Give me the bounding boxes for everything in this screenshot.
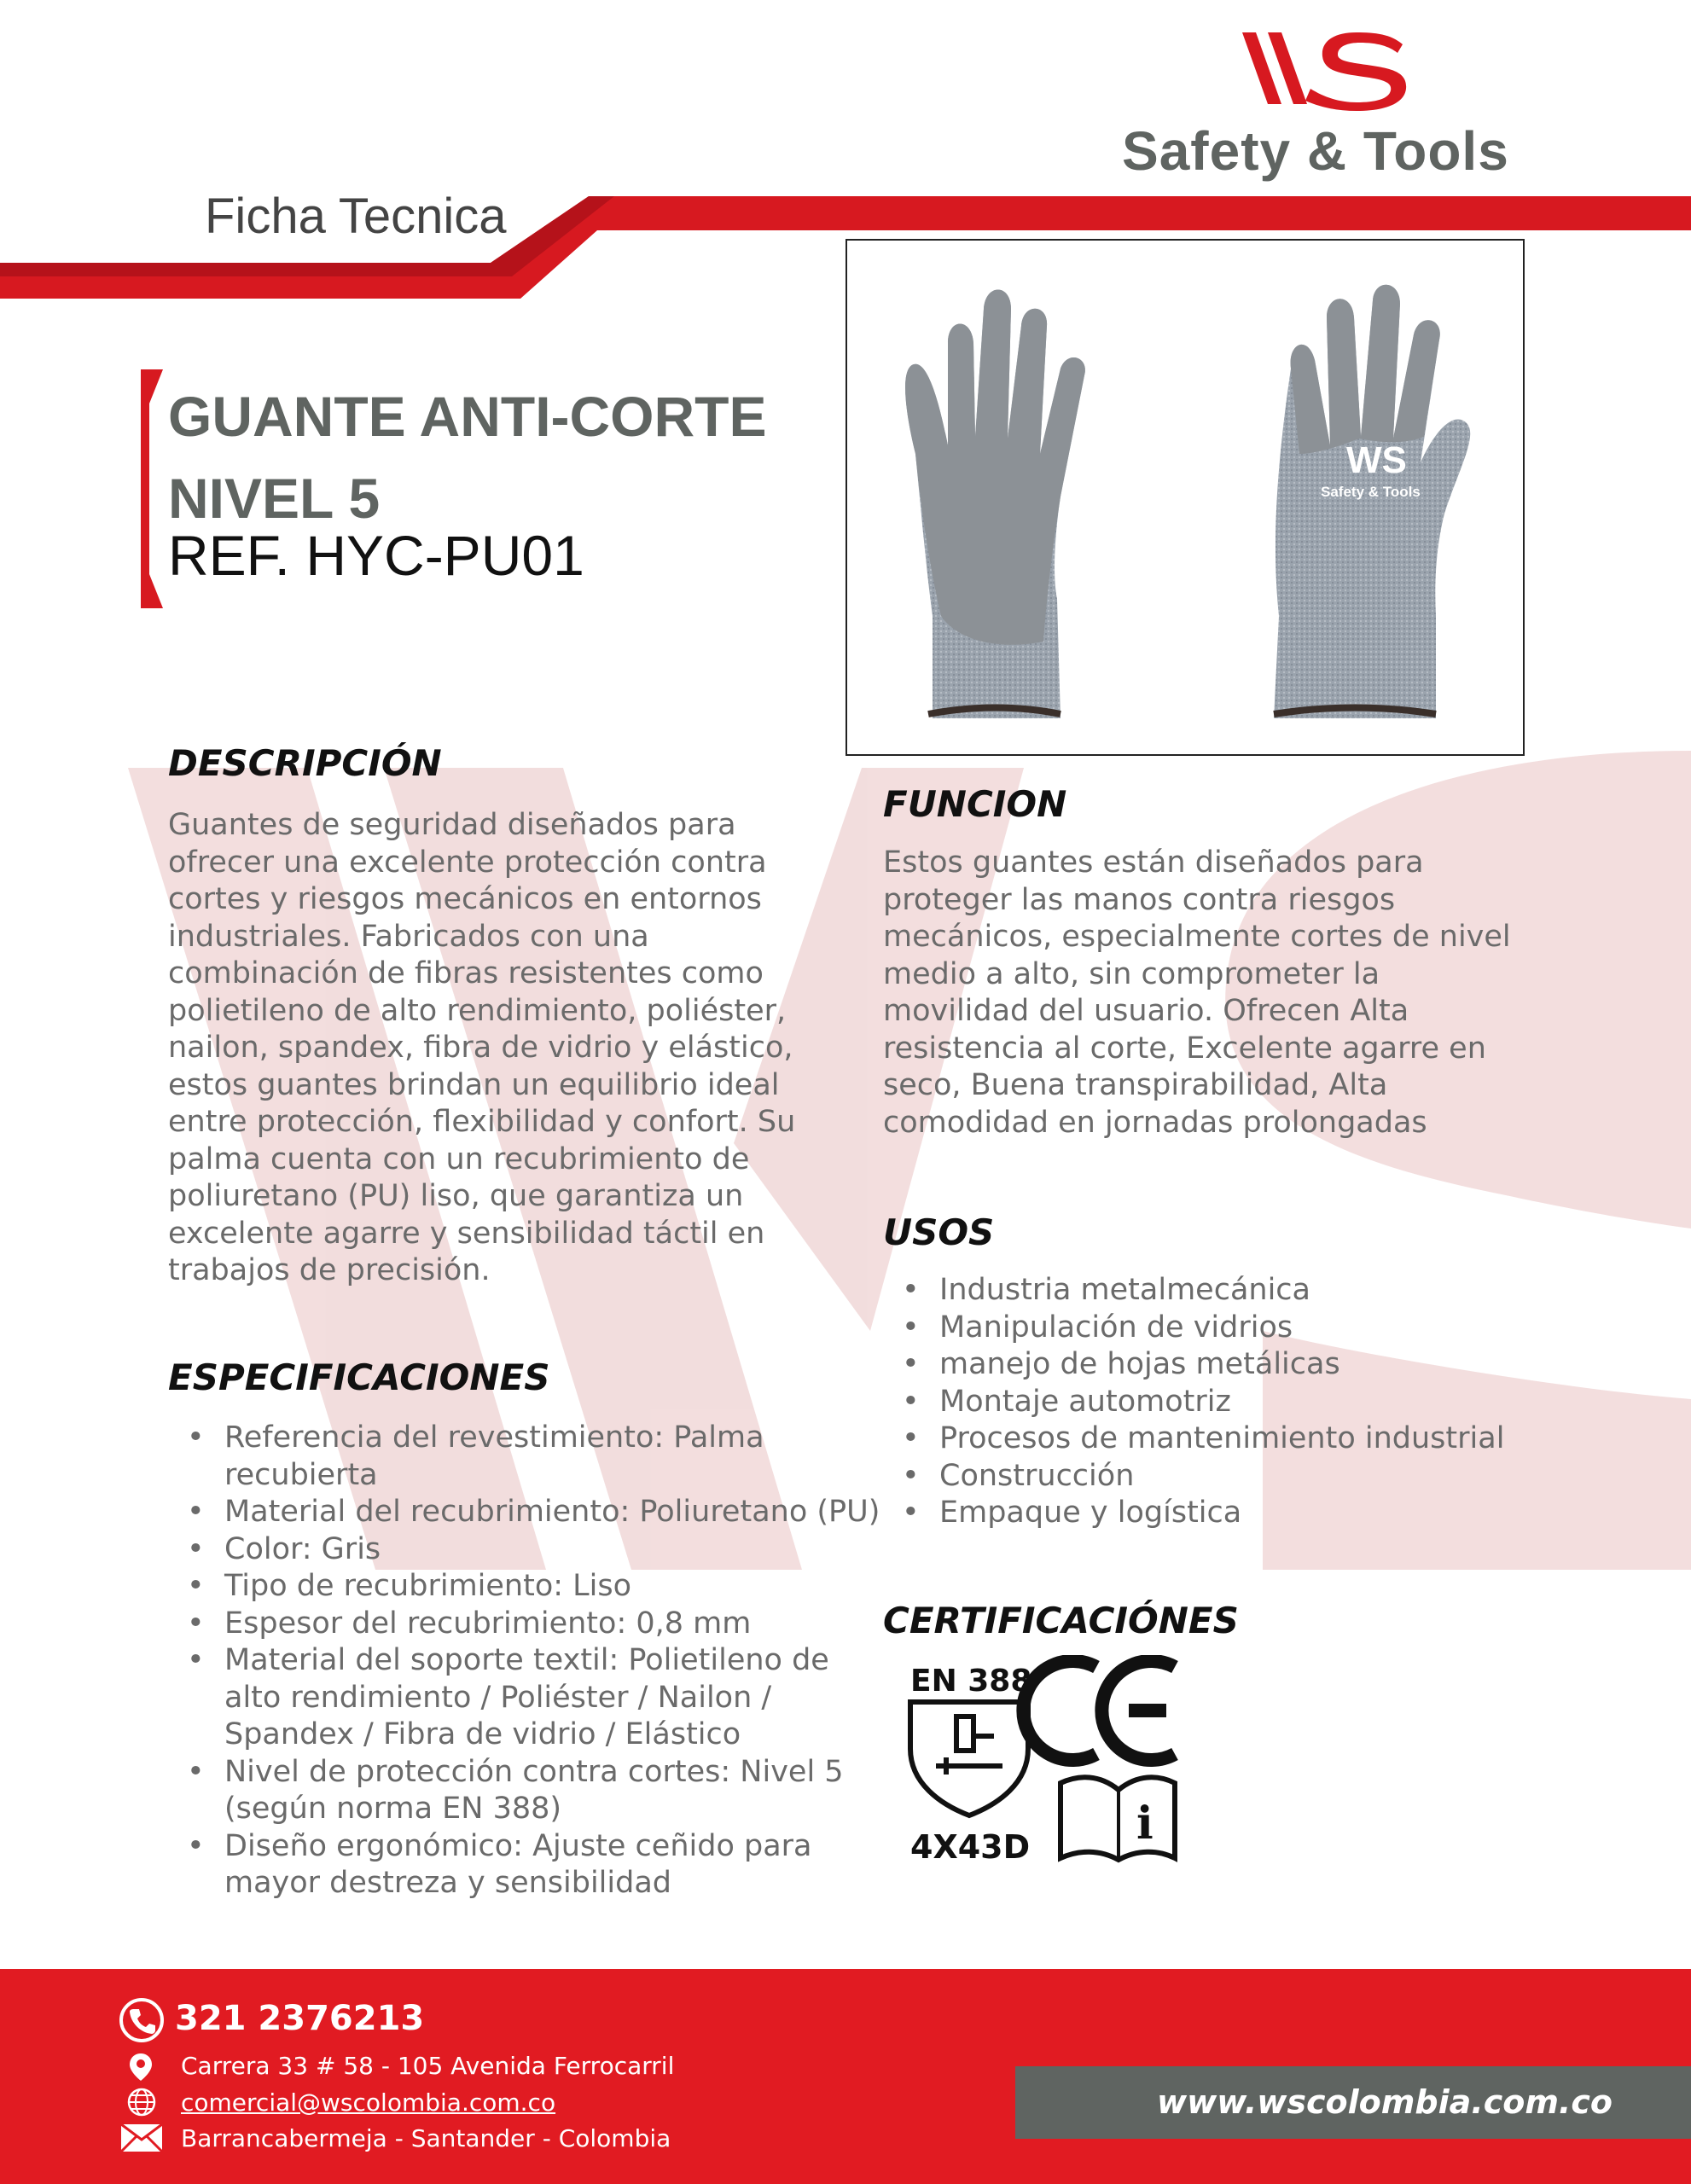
certification-marks <box>900 1655 1190 1868</box>
brand-tagline: Safety & Tools <box>1122 120 1509 182</box>
product-image <box>846 239 1525 756</box>
list-item: • Diseño ergonómico: Ajuste ceñido para mayor destreza y sensibilidad <box>224 1828 890 1902</box>
ce-mark-icon <box>1023 1661 1175 1760</box>
list-item: • Espesor del recubrimiento: 0,8 mm <box>224 1606 890 1643</box>
phone-icon <box>118 1996 166 2044</box>
function-text: Estos guantes están diseñados para proteger las manos contra riesgos mecánicos, especialmente cortes de nivel medio a alto, sin comprometer la movilidad del usuario. Ofrecen Alta resistencia al corte, Excelente agarre en seco, Buena transpirabilidad, Alta comodidad en jornadas prolongadas <box>883 845 1511 1140</box>
footer-address: Carrera 33 # 58 - 105 Avenida Ferrocarril <box>181 2052 675 2080</box>
list-item: • Nivel de protección contra cortes: Nivel 5 (según norma EN 388) <box>224 1754 890 1828</box>
list-item: • Material del recubrimiento: Poliuretano (PU) <box>224 1494 890 1531</box>
section-label: Ficha Tecnica <box>205 189 507 244</box>
footer-city: Barrancabermeja - Santander - Colombia <box>181 2124 671 2152</box>
svg-text:i: i <box>1136 1798 1153 1850</box>
glove-logo-text: Safety & Tools <box>1321 484 1421 500</box>
function-heading: FUNCION <box>883 783 1067 825</box>
ws-logo-icon <box>1229 26 1416 111</box>
list-item: • Color: Gris <box>224 1531 890 1569</box>
page-title-line1: GUANTE ANTI-CORTE <box>168 385 767 448</box>
certifications-heading: CERTIFICACIÓNES <box>883 1600 1239 1641</box>
specs-heading: ESPECIFICACIONES <box>168 1356 550 1398</box>
svg-text:EN 388: EN 388 <box>910 1664 1032 1699</box>
list-item: • Manipulación de vidrios <box>939 1310 1691 1347</box>
description-text: Guantes de seguridad diseñados para ofrecer una excelente protección contra cortes y riesgos mecánicos en entornos industriales. Fabricados con una combinación de fibras resistentes como polietileno de alto rendimiento, poliéster, nailon, spandex, fibra de vidrio y elástico, estos guantes brindan un equilibrio ideal entre protección, flexibilidad y confort. Su palma cuenta con un recubrimiento de poliuretano (PU) liso, que garantiza un excelente agarre y sensibilidad táctil en trabajos de precisión. <box>168 808 796 1287</box>
list-item: • Referencia del revestimiento: Palma recubierta <box>224 1420 890 1494</box>
uses-heading: USOS <box>883 1211 995 1253</box>
list-item: • manejo de hojas metálicas <box>939 1346 1691 1384</box>
footer-phone[interactable]: 321 2376213 <box>175 1999 425 2038</box>
footer-email-link[interactable]: comercial@wscolombia.com.co <box>181 2088 556 2117</box>
list-item: • Industria metalmecánica <box>939 1272 1691 1310</box>
info-manual-icon <box>1061 1777 1175 1860</box>
page-title-line2: NIVEL 5 <box>168 467 381 530</box>
en388-shield-icon <box>910 1664 1031 1866</box>
specs-list <box>168 1420 890 1902</box>
list-item: • Procesos de mantenimiento industrial <box>939 1420 1691 1458</box>
svg-text:4X43D: 4X43D <box>910 1828 1031 1866</box>
globe-icon <box>126 2087 157 2117</box>
list-item: • Tipo de recubrimiento: Liso <box>224 1568 890 1606</box>
list-item: • Material del soporte textil: Polietileno de alto rendimiento / Poliéster / Nailon / Spandex / Fibra de vidrio / Elástico <box>224 1642 890 1754</box>
location-pin-icon <box>128 2052 154 2082</box>
list-item: • Montaje automotriz <box>939 1384 1691 1421</box>
product-reference: REF. HYC-PU01 <box>168 524 584 587</box>
description-heading: DESCRIPCIÓN <box>168 742 442 784</box>
list-item: • Empaque y logística <box>939 1495 1691 1532</box>
svg-text:WS: WS <box>1346 439 1407 481</box>
title-accent-bar <box>141 369 166 608</box>
list-item: • Construcción <box>939 1458 1691 1496</box>
gray-gloves-image <box>847 241 1523 754</box>
uses-list <box>883 1272 1691 1532</box>
website-link[interactable]: www.wscolombia.com.co <box>1156 2083 1613 2121</box>
envelope-icon <box>119 2123 164 2153</box>
